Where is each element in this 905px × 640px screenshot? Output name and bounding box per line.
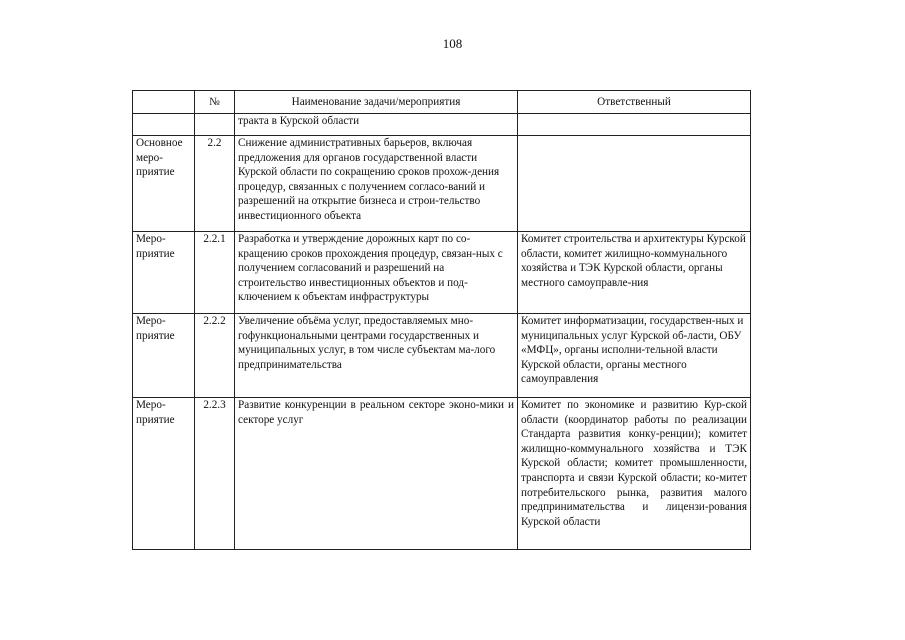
header-responsible: Ответственный [518, 91, 751, 114]
row-responsible: Комитет строительства и архитектуры Курской области, комитет жилищно-коммунального хозяйства и ТЭК Курской области, органы местного самоуправле-ния [518, 232, 751, 314]
page-number: 108 [442, 36, 463, 51]
row-number [195, 114, 235, 136]
header-name: Наименование задачи/мероприятия [235, 91, 518, 114]
row-type: Меро-приятие [133, 314, 195, 398]
table-row [133, 232, 751, 314]
row-name: тракта в Курской области [235, 114, 518, 136]
row-responsible: Комитет информатизации, государствен-ных и муниципальных услуг Курской об-ласти, ОБУ «МФЦ», органы исполни-тельной власти Курской области, органы местного самоуправления [518, 314, 751, 398]
row-name: Снижение административных барьеров, включая предложения для органов государственной власти Курской области по сокращению сроков прохож-дения процедур, связанных с получением согласо-ваний и разрешений на открытие бизнеса и строи-тельство инвестиционного объекта [235, 136, 518, 232]
row-responsible [518, 114, 751, 136]
row-number: 2.2 [195, 136, 235, 232]
row-name: Разработка и утверждение дорожных карт по со-кращению сроков прохождения процедур, связан-ных с получением согласований и разрешений на строительство инвестиционных объектов и под-ключением к объектам инфраструктуры [235, 232, 518, 314]
row-type: Меро-приятие [133, 232, 195, 314]
table-row [133, 136, 751, 232]
row-name: Увеличение объёма услуг, предоставляемых мно-гофункциональными центрами государственных и муниципальных услуг, в том числе субъектам ма-лого предпринимательства [235, 314, 518, 398]
row-number: 2.2.3 [195, 398, 235, 550]
row-type [133, 114, 195, 136]
row-number: 2.2.2 [195, 314, 235, 398]
row-type: Основное меро-приятие [133, 136, 195, 232]
table-row [133, 314, 751, 398]
row-responsible: Комитет по экономике и развитию Кур-ской области (координатор работы по реализации Стандарта развития конку-ренции); комитет жилищно-коммунального хозяйства и ТЭК Курской области; комитет промышленности, транспорта и связи Курской области; ко-митет потребительского рынка, развития малого предпринимательства и лицензи-рования Курской области [518, 398, 751, 550]
row-name: Развитие конкуренции в реальном секторе эконо-мики и секторе услуг [235, 398, 518, 550]
row-responsible [518, 136, 751, 232]
table-row [133, 398, 751, 550]
table-row [133, 114, 751, 136]
row-number: 2.2.1 [195, 232, 235, 314]
header-type [133, 91, 195, 114]
row-type: Меро-приятие [133, 398, 195, 550]
header-number: № [195, 91, 235, 114]
table-header-row [133, 91, 751, 114]
measures-table [132, 90, 751, 550]
